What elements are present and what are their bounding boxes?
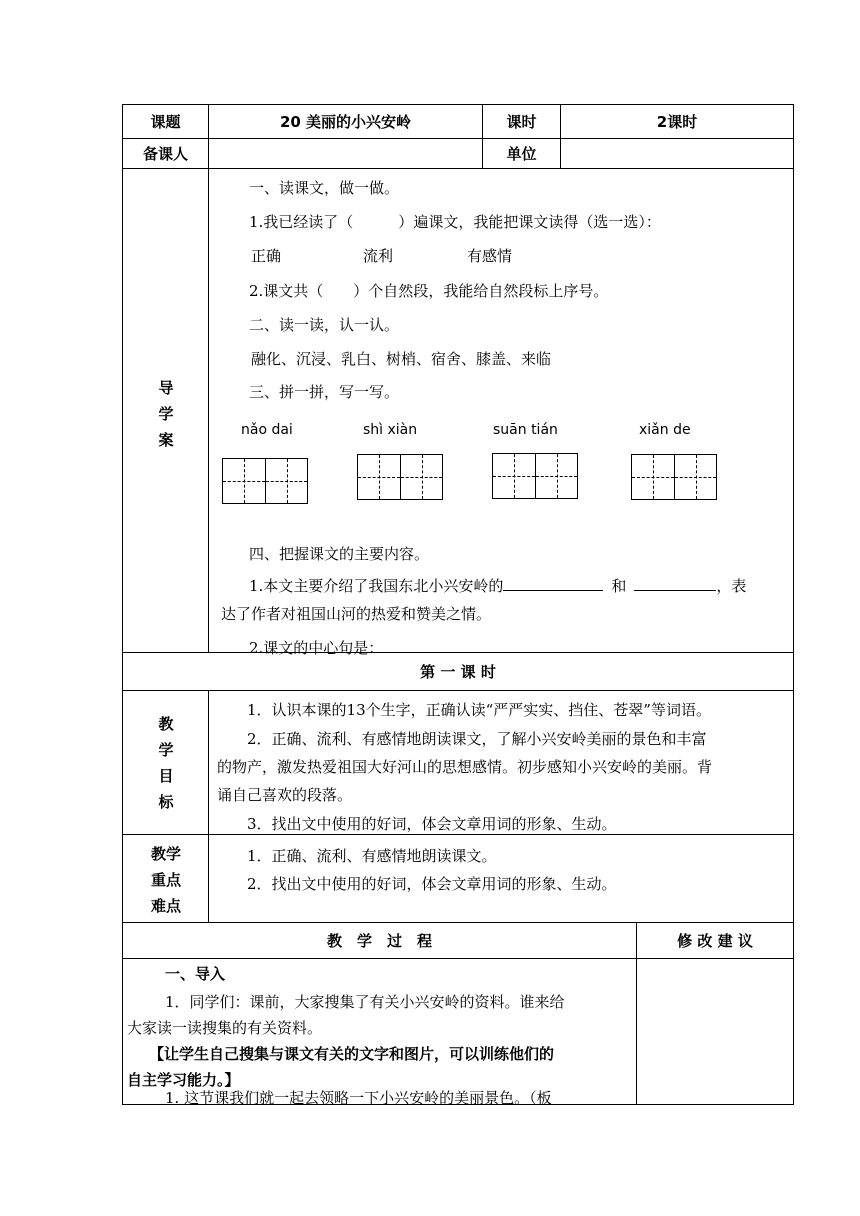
unit-value [561, 139, 793, 168]
keypoint-1: 1．正确、流利、有感情地朗读课文。 [247, 847, 497, 865]
guide-side-label [123, 375, 209, 453]
header-row-preparer [123, 139, 793, 169]
process-content-row [123, 959, 793, 1105]
preparer-value [209, 139, 483, 168]
guide-s3-title: 三、拼一拼，写一写。 [249, 383, 400, 401]
process-header-right: 修 改 建 议 [677, 932, 753, 950]
guide-s1-title: 一、读课文，做一做。 [249, 179, 400, 197]
answer-blank[interactable] [383, 637, 665, 653]
goal-2a: 2．正确、流利、有感情地朗读课文，了解小兴安岭美丽的景色和丰富 [247, 730, 707, 748]
guide-s4-q1-a: 1.本文主要介绍了我国东北小兴安岭的 [249, 577, 504, 595]
guide-s4-q1-b: 和 [611, 577, 627, 595]
process-content [123, 959, 637, 1105]
header-row-topic [123, 105, 793, 139]
keypoint-2: 2．找出文中使用的好词，体会文章用词的形象、生动。 [247, 875, 617, 893]
keypoints-side-text: 教学 [150, 845, 181, 863]
guide-s4-q1-cont: 达了作者对祖国山河的热爱和赞美之情。 [221, 605, 492, 623]
keypoints-side-text: 重点 [150, 871, 181, 889]
goals-side-label [123, 711, 209, 815]
goal-1: 1．认识本课的13个生字，正确认读“严严实实、挡住、苍翠”等词语。 [247, 701, 711, 719]
guide-s2-title: 二、读一读，认一认。 [249, 316, 400, 334]
process-header-row [123, 923, 793, 959]
goals-side-char: 目 [158, 767, 174, 785]
writing-grid[interactable] [492, 453, 578, 499]
goals-side-char: 学 [158, 741, 174, 759]
process-p1a: 1．同学们：课前，大家搜集了有关小兴安岭的资料。谁来给 [165, 993, 565, 1011]
topic-value: 20 美丽的小兴安岭 [209, 105, 483, 138]
writing-grid[interactable] [222, 458, 308, 504]
writing-grid[interactable] [631, 454, 717, 500]
guide-side-cell [123, 169, 209, 652]
keypoints-side-text: 难点 [150, 897, 181, 915]
guide-s2-words: 融化、沉浸、乳白、树梢、宿舍、膝盖、来临 [251, 350, 552, 368]
pinyin-label: shì xiàn [363, 422, 418, 438]
guide-option: 流利 [363, 247, 394, 265]
writing-grid[interactable] [357, 454, 443, 500]
guide-side-char: 案 [158, 431, 174, 449]
guide-side-char: 学 [158, 405, 174, 423]
guide-s4-title: 四、把握课文的主要内容。 [249, 545, 430, 563]
keypoints-side-label [123, 841, 209, 919]
process-p1b: 大家读一读搜集的有关资料。 [127, 1019, 323, 1037]
pinyin-label: suān tián [493, 422, 558, 438]
guide-option: 有感情 [467, 247, 513, 265]
topic-label: 课题 [123, 105, 209, 138]
guide-row [123, 169, 793, 657]
process-p3: 1. 这节课我们就一起去领略一下小兴安岭的美丽景色。（板 [165, 1089, 552, 1107]
pinyin-label: xiǎn de [639, 422, 691, 438]
guide-option: 正确 [251, 247, 282, 265]
lesson-title: 第 一 课 时 [420, 663, 496, 681]
revision-notes[interactable] [637, 959, 793, 1105]
goals-content [209, 691, 793, 834]
goal-3: 3．找出文中使用的好词，体会文章用词的形象、生动。 [247, 815, 617, 833]
goals-side-cell [123, 691, 209, 834]
goal-2c: 诵自己喜欢的段落。 [217, 786, 353, 804]
hours-value: 2课时 [656, 113, 698, 131]
keypoints-side-cell [123, 835, 209, 922]
guide-s1-q2: 2.课文共（ ）个自然段，我能给自然段标上序号。 [249, 282, 609, 300]
process-p2a: 【让学生自己搜集与课文有关的文字和图片，可以训练他们的 [149, 1045, 555, 1063]
guide-s4-q2-text: 2.课文的中心句是： [249, 639, 384, 657]
goals-side-char: 标 [158, 793, 174, 811]
guide-s1-q1: 1.我已经读了（ ）遍课文，我能把课文读得（选一选）： [249, 213, 661, 231]
keypoints-row [123, 835, 793, 923]
process-step-title: 一、导入 [165, 965, 226, 983]
answer-blank[interactable] [634, 575, 716, 591]
guide-s4-q1-c: ，表 [716, 577, 747, 595]
process-p2b: 自主学习能力。】 [127, 1071, 240, 1089]
unit-label: 单位 [483, 139, 561, 168]
pinyin-label: nǎo dai [241, 422, 293, 438]
process-header-left: 教 学 过 程 [123, 923, 637, 958]
lesson-title-row [123, 653, 793, 691]
guide-content [209, 169, 793, 657]
answer-blank[interactable] [503, 575, 603, 591]
guide-s4-q1 [249, 575, 746, 596]
goals-side-char: 教 [158, 715, 174, 733]
hours-label: 课时 [483, 105, 561, 138]
keypoints-content [209, 835, 793, 922]
guide-side-char: 导 [158, 379, 174, 397]
preparer-label: 备课人 [123, 139, 209, 168]
goal-2b: 的物产，激发热爱祖国大好河山的思想感情。初步感知小兴安岭的美丽。背 [217, 758, 713, 776]
goals-row [123, 691, 793, 835]
lesson-plan-table [122, 104, 794, 1105]
